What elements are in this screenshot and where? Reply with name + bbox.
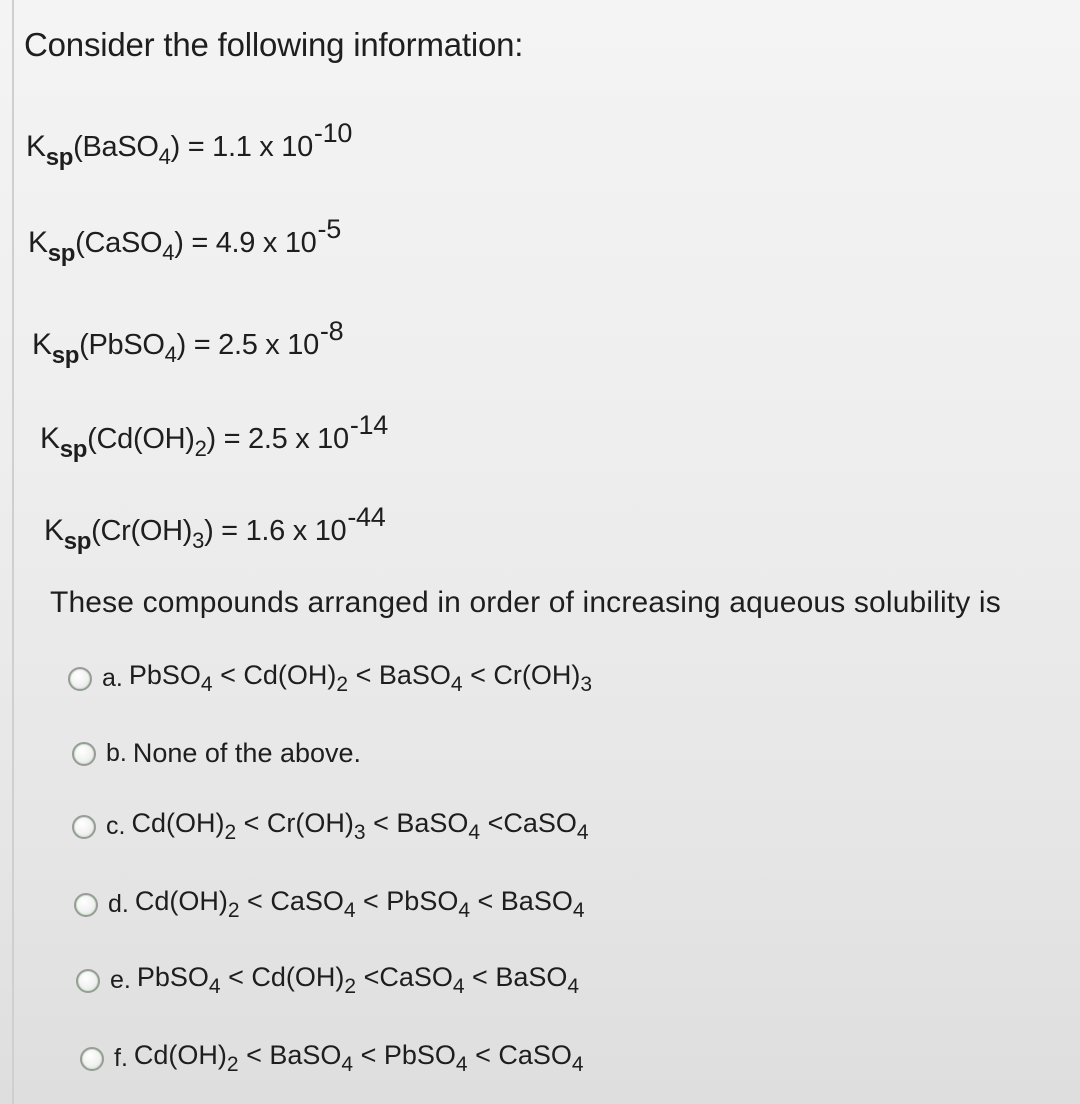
ksp-baso4: $K_{sp}(BaSO_4) = 1.1$ x 10-10 [26,118,353,171]
radio-option-d[interactable] [74,893,98,917]
option-a-label: PbSO$_4$ < $Cd(OH)_2$ < BaSO$_4$ < $Cr(OH)_3$ [128,660,592,696]
option-c[interactable]: c. $Cd(OH)_2 < Cr(OH)_3$ < BaSO$_4$ <CaSO$_4$ [72,808,589,845]
radio-option-e[interactable] [76,969,100,993]
option-d[interactable]: d. $Cd(OH)_2$ < CaSO$_4$ < PbSO$_4$ < BaSO$_4$ [74,886,585,923]
option-f[interactable]: f. $Cd(OH)_2$ < BaSO$_4$ < PbSO$_4$ < CaSO$_4$ [80,1040,584,1077]
ksp-caso4: $K_{sp}(CaSO_4) = 4.9$ x 10-5 [28,214,341,267]
radio-option-b[interactable] [72,742,96,766]
radio-option-f[interactable] [80,1047,104,1071]
option-d-label: $Cd(OH)_2$ < CaSO$_4$ < PbSO$_4$ < BaSO$_4$ [134,886,585,922]
radio-option-a[interactable] [68,667,92,691]
ksp-pbso4: $K_{sp}(PbSO_4) = 2.5$ x 10-8 [32,316,344,369]
option-b[interactable]: b. None of the above. [72,738,361,769]
question-heading: Consider the following information: [24,26,524,63]
question-text: These compounds arranged in order of increasing aqueous solubility is [50,586,1001,619]
option-a[interactable]: a. PbSO$_4$ < $Cd(OH)_2$ < BaSO$_4$ < $Cr(OH)_3$ [68,660,592,697]
option-c-label: $Cd(OH)_2 < Cr(OH)_3$ < BaSO$_4$ <CaSO$_4$ [131,808,589,844]
ksp-cdoh2: $K_{sp}(Cd(OH)_2) = 2.5$ x 10-14 [40,410,388,463]
option-e[interactable]: e. PbSO$_4$ < $Cd(OH)_2$ <CaSO$_4$ < BaSO$_4$ [76,962,579,999]
option-f-label: $Cd(OH)_2$ < BaSO$_4$ < PbSO$_4$ < CaSO$_4$ [133,1040,584,1076]
radio-option-c[interactable] [72,815,96,839]
option-b-label: None of the above. [132,738,362,768]
ksp-croh3: $K_{sp}(Cr(OH)_3) = 1.6$ x 10-44 [44,502,386,555]
panel-border [12,0,14,1104]
option-e-label: PbSO$_4$ < $Cd(OH)_2$ <CaSO$_4$ < BaSO$_4$ [136,962,580,998]
